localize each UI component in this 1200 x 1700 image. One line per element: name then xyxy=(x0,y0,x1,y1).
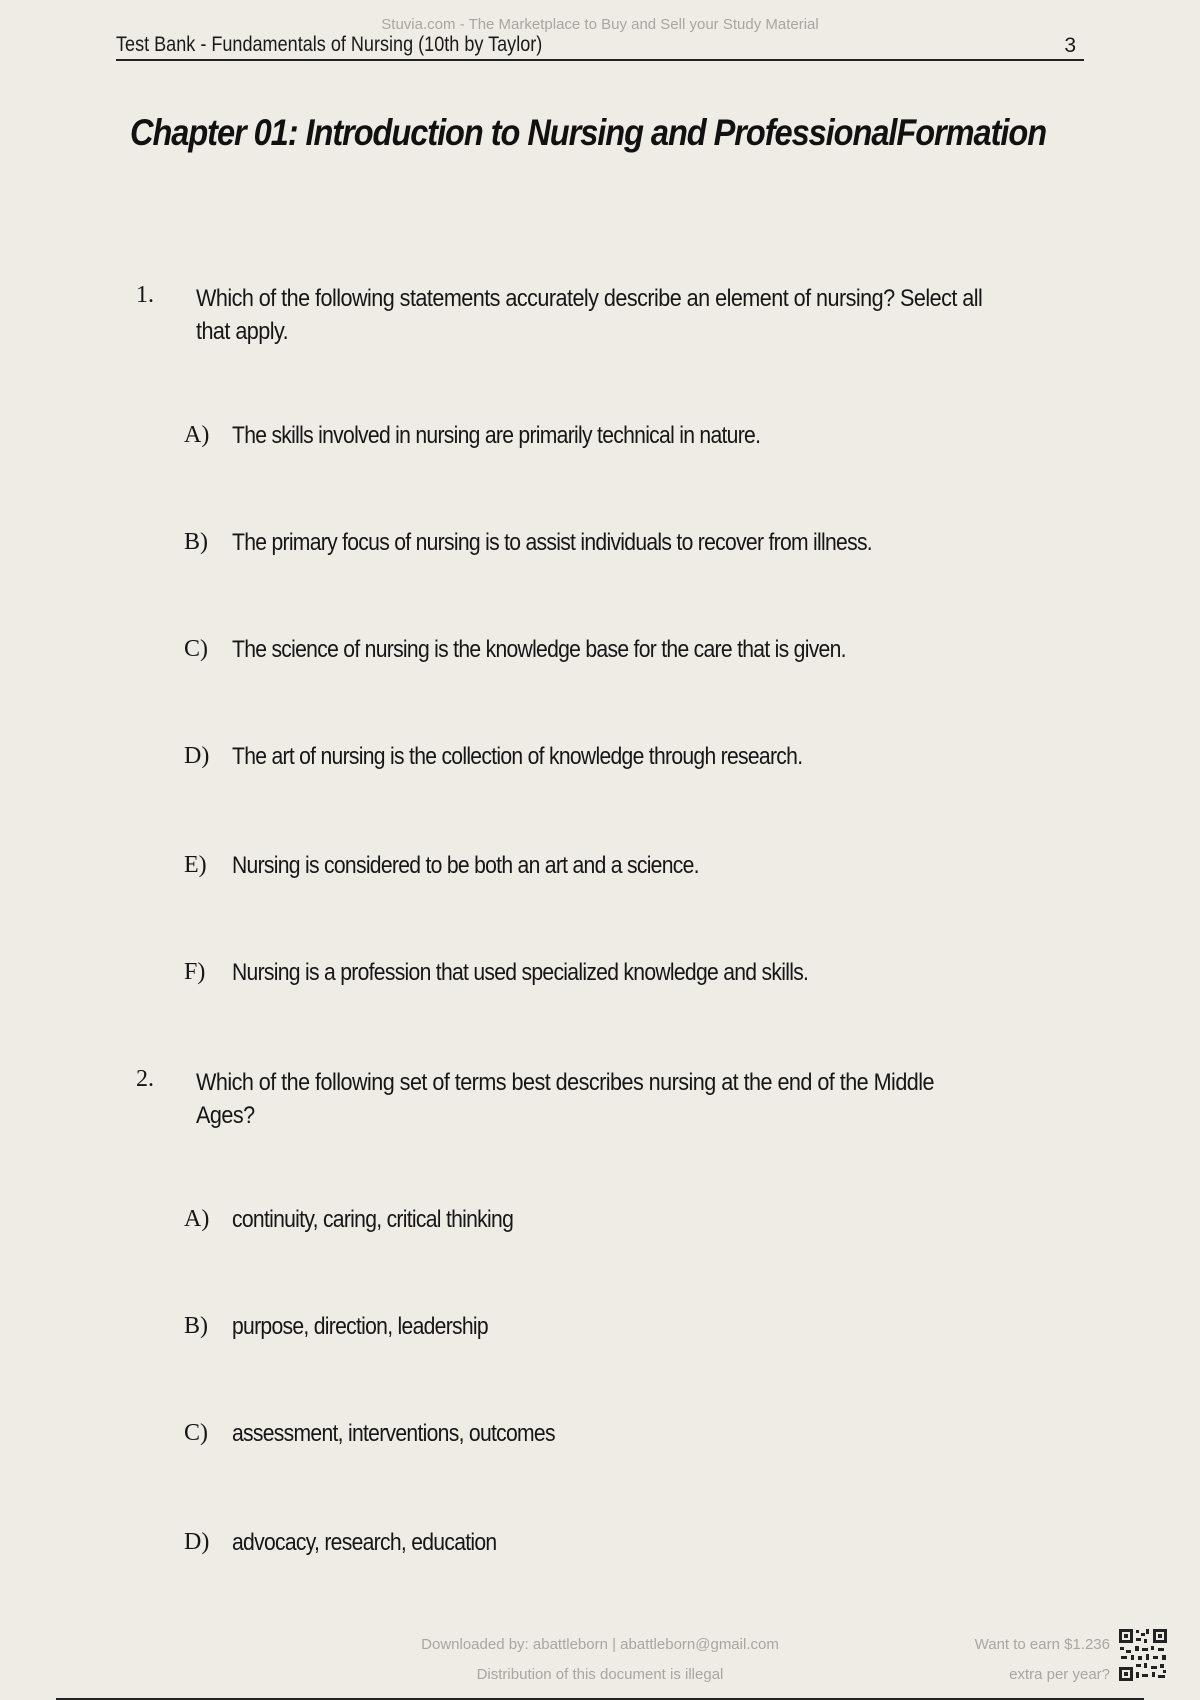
downloaded-by-text: Downloaded by: abattleborn | abattleborn@gmail.com xyxy=(421,1636,779,1653)
option-text: The primary focus of nursing is to assist individuals to recover from illness. xyxy=(232,529,872,556)
earn-line-2: extra per year? xyxy=(1009,1666,1110,1683)
option-letter: F) xyxy=(184,959,206,985)
running-header xyxy=(116,33,1084,61)
option-text: The science of nursing is the knowledge base for the care that is given. xyxy=(232,636,846,663)
option-letter: B) xyxy=(184,529,208,555)
qr-code-icon[interactable] xyxy=(1118,1628,1168,1682)
option-text: The skills involved in nursing are primarily technical in nature. xyxy=(232,422,761,449)
question-text: Which of the following set of terms best describes nursing at the end of the Middle Ages? xyxy=(196,1069,934,1129)
page-number: 3 xyxy=(1064,34,1076,57)
watermark-text: Stuvia.com - The Marketplace to Buy and Sell your Study Material xyxy=(381,16,819,33)
option-letter: E) xyxy=(184,852,207,878)
option-letter: C) xyxy=(184,1420,208,1446)
question-text: Which of the following statements accurately describe an element of nursing? Select all that apply. xyxy=(196,285,983,345)
chapter-title: Chapter 01: Introduction to Nursing and ProfessionalFormation xyxy=(130,112,1047,153)
option-text: advocacy, research, education xyxy=(232,1529,497,1556)
option-letter: D) xyxy=(184,743,210,769)
running-title: Test Bank - Fundamentals of Nursing (10th by Taylor) xyxy=(116,33,543,56)
question-number: 1. xyxy=(136,282,154,308)
option-letter: A) xyxy=(184,422,210,448)
footer-notice xyxy=(360,1630,840,1690)
option-letter: D) xyxy=(184,1529,210,1555)
option-text: The art of nursing is the collection of knowledge through research. xyxy=(232,743,803,770)
distribution-notice: Distribution of this document is illegal xyxy=(476,1666,724,1683)
earn-line-1: Want to earn $1.236 xyxy=(974,1636,1110,1653)
option-letter: C) xyxy=(184,636,208,662)
option-letter: A) xyxy=(184,1206,210,1232)
option-text: continuity, caring, critical thinking xyxy=(232,1206,514,1233)
question-number: 2. xyxy=(136,1066,154,1092)
option-text: Nursing is considered to be both an art and a science. xyxy=(232,852,699,879)
option-letter: B) xyxy=(184,1313,208,1339)
option-text: purpose, direction, leadership xyxy=(232,1313,488,1340)
earn-promo[interactable] xyxy=(890,1630,1110,1690)
option-text: Nursing is a profession that used specialized knowledge and skills. xyxy=(232,959,809,986)
option-text: assessment, interventions, outcomes xyxy=(232,1420,555,1447)
